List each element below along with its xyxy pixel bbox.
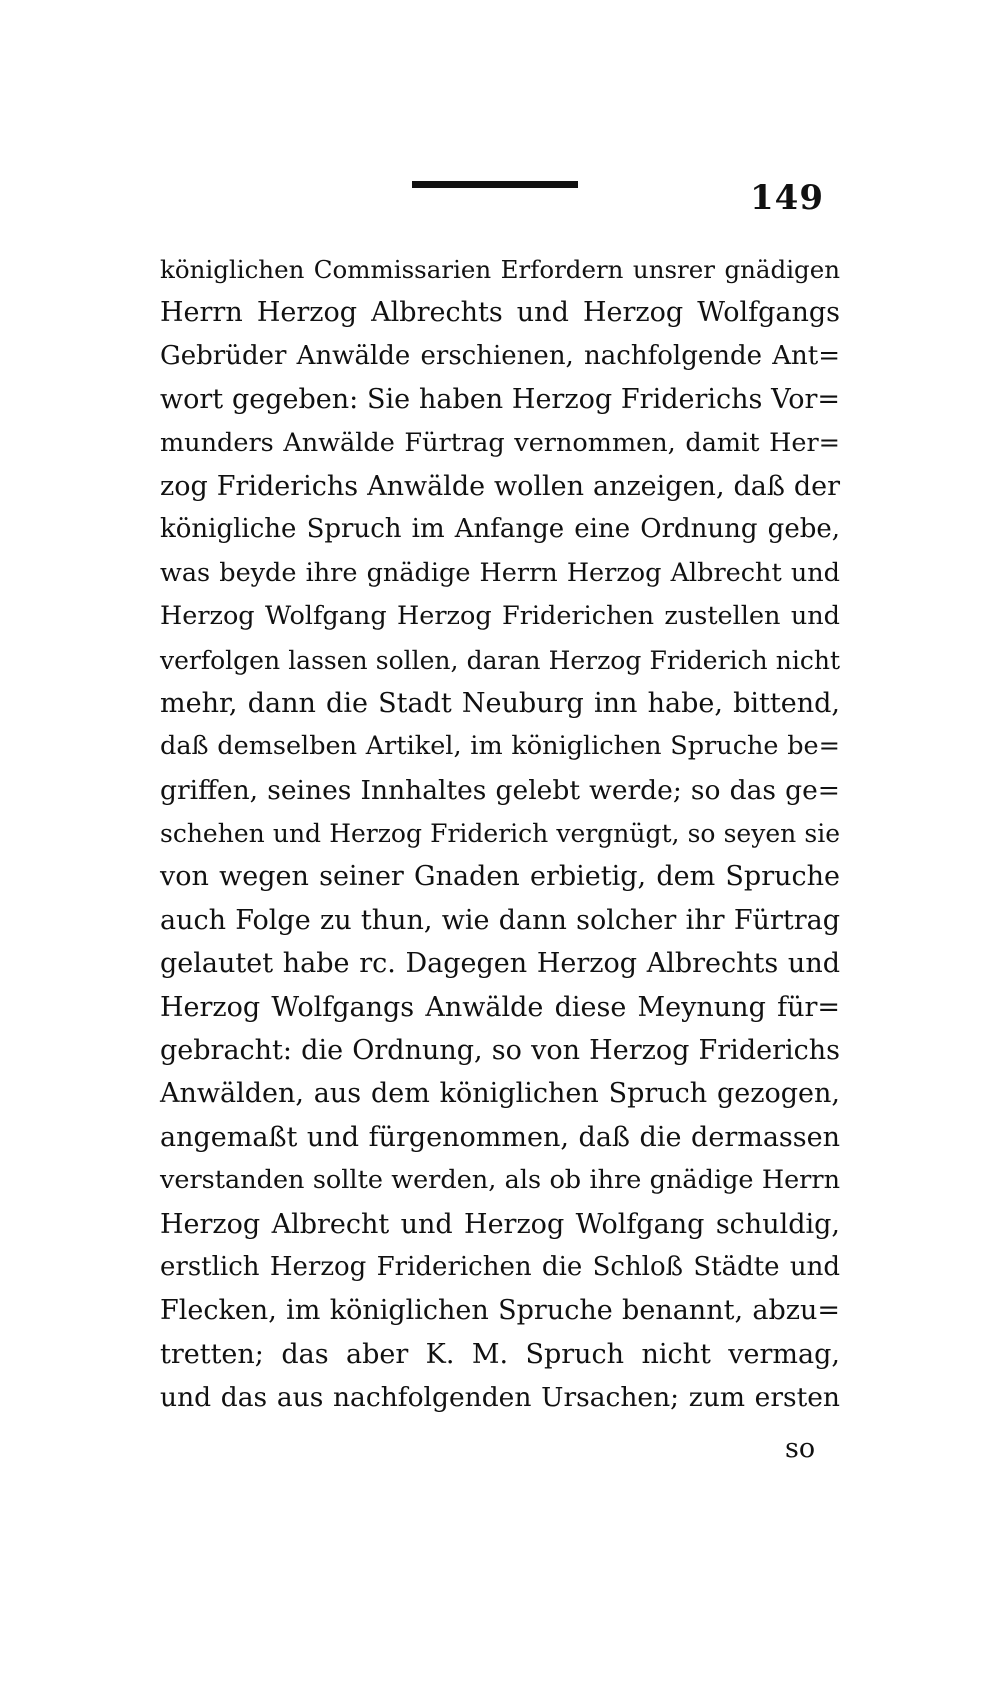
page-number: 149 xyxy=(750,178,824,218)
text-line: griffen, seines Innhaltes gelebt werde; so das ge= xyxy=(160,774,840,806)
text-line: Herzog Wolfgang Herzog Friderichen zustellen und xyxy=(160,601,840,632)
text-line: schehen und Herzog Friderich vergnügt, so seyen sie xyxy=(160,819,840,849)
text-line: munders Anwälde Fürtrag vernommen, damit Her= xyxy=(160,427,840,458)
header-rule xyxy=(412,181,578,188)
text-line: tretten; das aber K. M. Spruch nicht vermag, xyxy=(160,1338,840,1370)
text-line: und das aus nachfolgenden Ursachen; zum ersten xyxy=(160,1382,840,1414)
text-line: verstanden sollte werden, als ob ihre gnädige Herrn xyxy=(160,1165,840,1196)
text-line: angemaßt und fürgenommen, daß die dermassen xyxy=(160,1121,840,1153)
text-line: gelautet habe rc. Dagegen Herzog Albrechts und xyxy=(160,948,840,980)
body-text xyxy=(160,248,840,1420)
catchword: so xyxy=(785,1433,816,1464)
text-line: von wegen seiner Gnaden erbietig, dem Spruche xyxy=(160,861,840,893)
text-line: Gebrüder Anwälde erschienen, nachfolgende Ant= xyxy=(160,340,840,371)
text-line: mehr, dann die Stadt Neuburg inn habe, bittend, xyxy=(160,687,840,719)
text-line: Herrn Herzog Albrechts und Herzog Wolfgangs xyxy=(160,297,840,329)
text-line: zog Friderichs Anwälde wollen anzeigen, daß der xyxy=(160,470,840,502)
text-line: Flecken, im königlichen Spruche benannt, abzu= xyxy=(160,1295,840,1327)
text-line: Herzog Albrecht und Herzog Wolfgang schuldig, xyxy=(160,1208,840,1240)
text-line: wort gegeben: Sie haben Herzog Friderichs Vor= xyxy=(160,384,840,416)
text-line: verfolgen lassen sollen, daran Herzog Friderich nicht xyxy=(160,645,840,675)
text-line: gebracht: die Ordnung, so von Herzog Friderichs xyxy=(160,1035,840,1067)
text-line: erstlich Herzog Friderichen die Schloß Städte und xyxy=(160,1251,840,1282)
text-line: königliche Spruch im Anfange eine Ordnung gebe, xyxy=(160,514,840,545)
text-line: Herzog Wolfgangs Anwälde diese Meynung für= xyxy=(160,991,840,1023)
text-line: daß demselben Artikel, im königlichen Spruche be= xyxy=(160,731,840,762)
text-line: königlichen Commissarien Erfordern unsrer gnädigen xyxy=(160,255,840,284)
text-line: auch Folge zu thun, wie dann solcher ihr Fürtrag xyxy=(160,904,840,936)
text-line: was beyde ihre gnädige Herrn Herzog Albrecht und xyxy=(160,557,840,588)
text-line: Anwälden, aus dem königlichen Spruch gezogen, xyxy=(160,1078,840,1110)
